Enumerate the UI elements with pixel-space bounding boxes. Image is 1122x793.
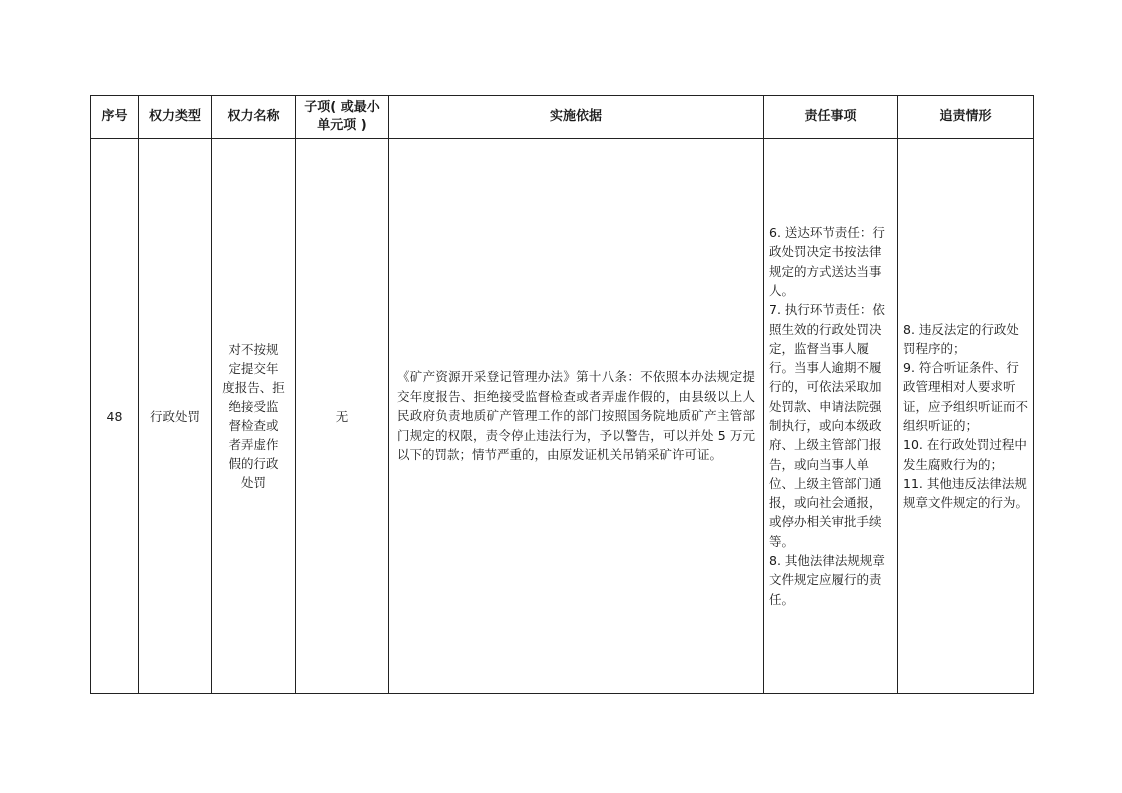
table-row (91, 139, 1034, 694)
header-power-name: 权力名称 (212, 96, 296, 139)
header-basis: 实施依据 (389, 96, 764, 139)
cell-power-type: 行政处罚 (139, 139, 212, 694)
cell-seq: 48 (91, 139, 139, 694)
header-row (91, 96, 1034, 139)
cell-basis: 《矿产资源开采登记管理办法》第十八条：不依照本办法规定提交年度报告、拒绝接受监督检查或者弄虚作假的，由县级以上人民政府负责地质矿产管理工作的部门按照国务院地质矿产主管部门规定的权限，责令停止违法行为，予以警告，可以并处 5 万元以下的罚款；情节严重的，由原发证机关吊销采矿许可证。 (389, 139, 764, 694)
header-accountability: 追责情形 (898, 96, 1034, 139)
power-list-table (90, 95, 1034, 694)
cell-accountability: 8. 违反法定的行政处罚程序的； 9. 符合听证条件、行政管理相对人要求听证，应予组织听证而不组织听证的； 10. 在行政处罚过程中发生腐败行为的； 11. 其他违反法律法规规章文件规定的行为。 (898, 139, 1034, 694)
header-sub-item: 子项( 或最小 单元项 ) (296, 96, 389, 139)
header-power-type: 权力类型 (139, 96, 212, 139)
cell-responsibility: 6. 送达环节责任：行政处罚决定书按法律规定的方式送达当事人。 7. 执行环节责任：依照生效的行政处罚决定，监督当事人履行。当事人逾期不履行的，可依法采取加处罚款、申请法院强制执行，或向本级政府、上级主管部门报告，或向当事人单位、上级主管部门通报，或向社会通报，或停办相关审批手续等。 8. 其他法律法规规章文件规定应履行的责任。 (764, 139, 898, 694)
cell-power-name: 对不按规 定提交年 度报告、拒 绝接受监 督检查或 者弄虚作 假的行政 处罚 (212, 139, 296, 694)
cell-sub-item: 无 (296, 139, 389, 694)
header-responsibility: 责任事项 (764, 96, 898, 139)
header-seq: 序号 (91, 96, 139, 139)
